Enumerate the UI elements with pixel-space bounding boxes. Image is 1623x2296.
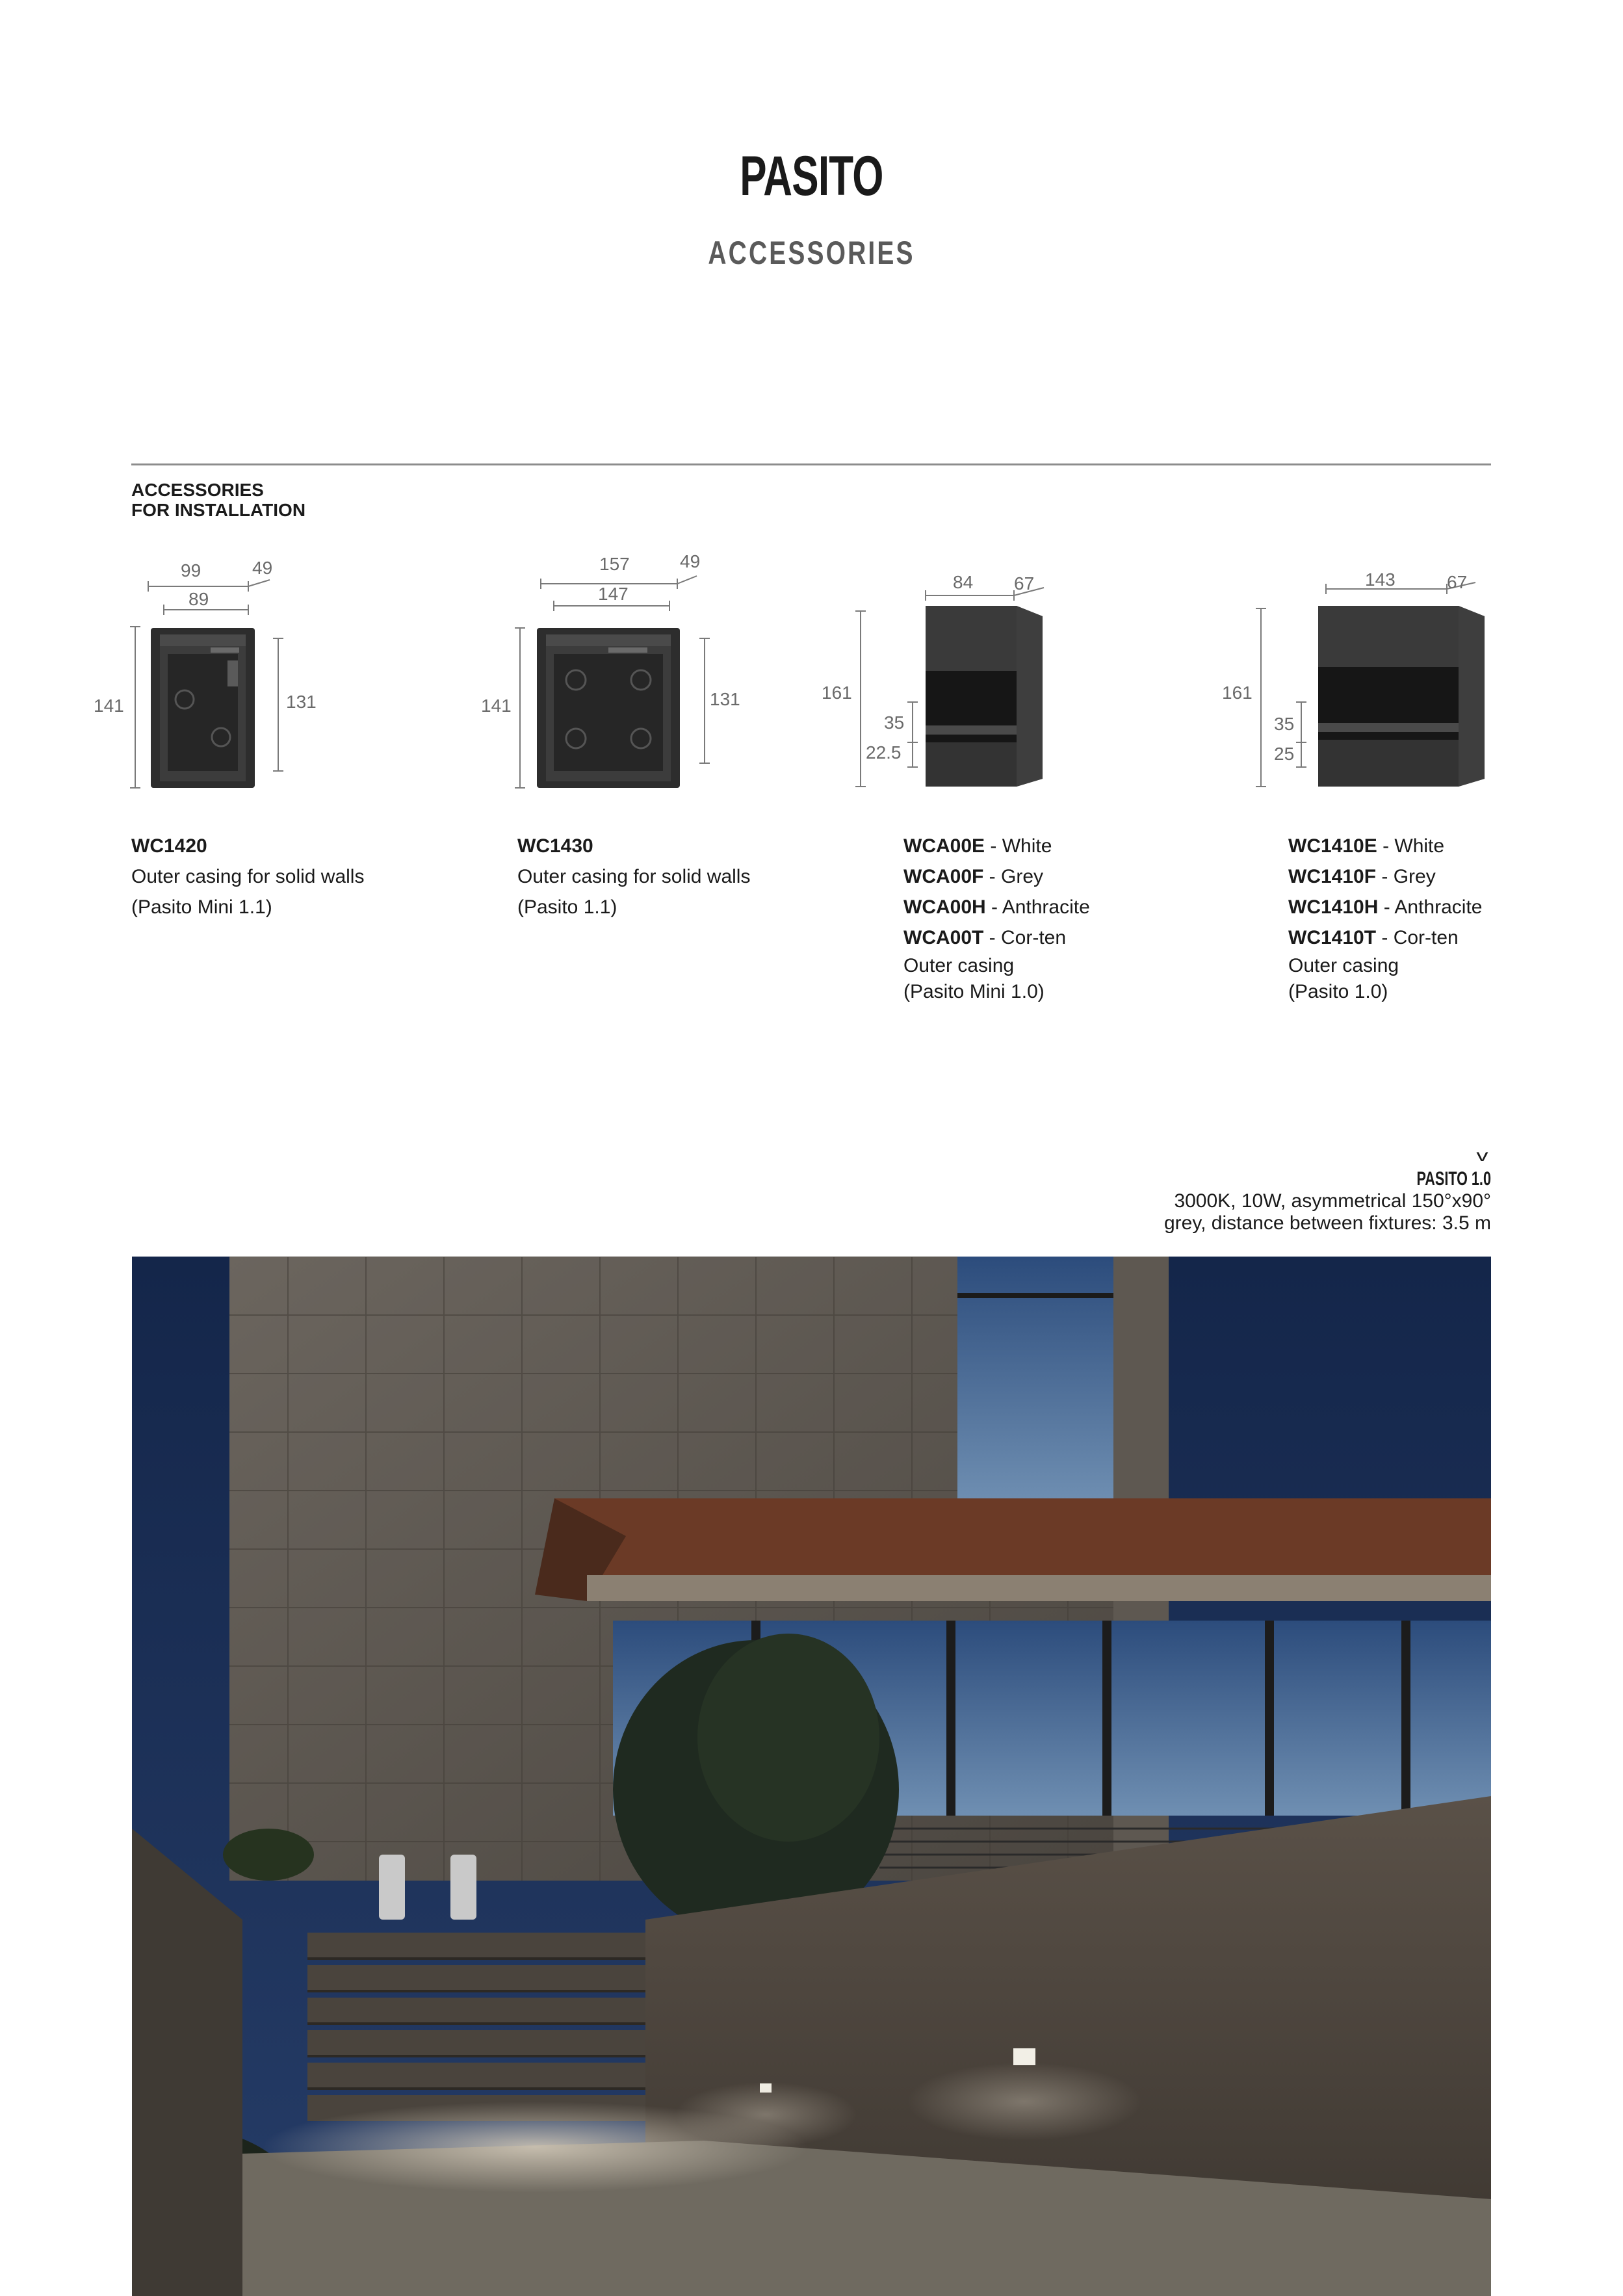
product-image-wca00 [919,598,1043,787]
product-code-line: WC1430 [517,835,593,857]
caption-line1: 3000K, 10W, asymmetrical 150°x90° [1174,1190,1491,1212]
dim-depth-3: 67 [1014,573,1035,594]
product-description: Outer casing for solid walls [517,866,751,887]
dim-height-4: 161 [1222,683,1253,703]
product-model: (Pasito Mini 1.0) [903,981,1045,1002]
page-title: PASITO [740,145,883,207]
dim-height-1: 141 [94,696,124,716]
product-text-wc1420 [131,831,364,922]
product-model: (Pasito Mini 1.1) [131,896,272,918]
caption-line2: grey, distance between fixtures: 3.5 m [1163,1212,1491,1234]
dim-height-3: 161 [822,683,852,703]
product-code-line: WC1410T - Cor-ten [1288,927,1459,948]
dim-depth-4: 67 [1447,572,1468,592]
product-text-wc1410 [1288,831,1482,1005]
dim-base-3: 22.5 [866,742,902,763]
dim-width-2: 157 [599,554,630,574]
dim-width-1: 99 [181,560,201,581]
dim-depth-1: 49 [252,558,273,578]
product-image-wc1420 [151,628,255,788]
dim-base-4: 25 [1274,744,1295,764]
product-code-line: WCA00T - Cor-ten [903,927,1067,948]
product-description: Outer casing [903,955,1015,976]
photo-caption [1164,1153,1491,1234]
product-code-line: WCA00E - White [903,835,1052,857]
dim-height-2: 141 [481,696,512,716]
product-text-wc1430 [517,831,750,922]
dim-width-4: 143 [1365,569,1396,590]
page-subtitle: ACCESSORIES [708,235,915,271]
product-image-wc1410 [1318,597,1485,787]
product-code-line: WC1420 [131,835,207,857]
section-heading-line2: FOR INSTALLATION [131,500,306,520]
caret-down-icon: v [1476,1145,1488,1165]
product-image-wc1430 [537,628,680,788]
product-description: Outer casing [1288,955,1399,976]
product-code-line: WCA00H - Anthracite [903,896,1090,918]
dim-inner-width-1: 89 [188,589,209,609]
dim-inner-width-2: 147 [598,584,629,604]
product-code-line: WC1410H - Anthracite [1288,896,1483,918]
product-code-line: WC1410E - White [1288,835,1445,857]
caption-title: PASITO 1.0 [1416,1168,1491,1190]
dim-inner-height-2: 131 [710,689,740,709]
dim-opening-3: 35 [884,712,905,733]
product-text-wca00 [903,831,1090,1005]
product-code-line: WCA00F - Grey [903,866,1044,887]
product-code-line: WC1410F - Grey [1288,866,1436,887]
dim-depth-2: 49 [680,551,701,571]
dim-inner-height-1: 131 [286,692,317,712]
product-description: Outer casing for solid walls [131,866,365,887]
section-heading-line1: ACCESSORIES [131,480,264,500]
product-model: (Pasito 1.0) [1288,981,1388,1002]
product-model: (Pasito 1.1) [517,896,617,918]
installation-photo [132,1257,1491,2296]
dim-opening-4: 35 [1274,714,1295,734]
dim-width-3: 84 [953,572,974,592]
